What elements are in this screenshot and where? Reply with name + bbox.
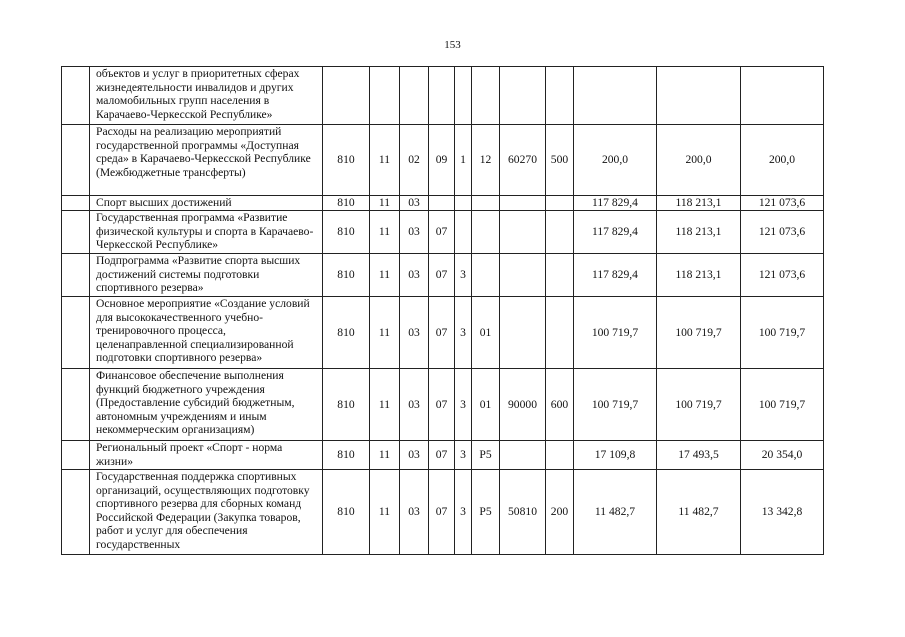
row-index-cell xyxy=(62,254,90,297)
table-row xyxy=(62,196,824,211)
cell-y3: 200,0 xyxy=(741,125,824,196)
cell-y3: 121 073,6 xyxy=(741,211,824,254)
cell-pp: 3 xyxy=(455,369,472,441)
cell-y2: 100 719,7 xyxy=(657,369,741,441)
table-row xyxy=(62,297,824,369)
cell-pp: 3 xyxy=(455,470,472,555)
cell-y2 xyxy=(657,67,741,125)
cell-gp: 07 xyxy=(429,297,455,369)
cell-pp: 3 xyxy=(455,441,472,470)
cell-rz: 11 xyxy=(370,297,400,369)
cell-vr xyxy=(546,254,574,297)
cell-om xyxy=(472,211,500,254)
cell-ved: 810 xyxy=(323,211,370,254)
row-name-cell: объектов и услуг в приоритетных сферах жизнедеятельности инвалидов и других маломобильных групп населения в Карачаево-Черкесской Республике» xyxy=(90,67,323,125)
cell-y2: 118 213,1 xyxy=(657,254,741,297)
budget-table xyxy=(61,66,824,555)
cell-y3: 121 073,6 xyxy=(741,196,824,211)
table-row xyxy=(62,254,824,297)
row-name-cell: Государственная поддержка спортивных организаций, осуществляющих подготовку спортивного резерва для сборных команд Российской Федерации (Закупка товаров, работ и услуг для обеспечения государственных xyxy=(90,470,323,555)
row-name-cell: Финансовое обеспечение выполнения функций бюджетного учреждения (Предоставление субсидий бюджетным, автономным учреждениям и иным некоммерческим организациям) xyxy=(90,369,323,441)
cell-y1 xyxy=(574,67,657,125)
cell-y2: 11 482,7 xyxy=(657,470,741,555)
cell-om xyxy=(472,196,500,211)
cell-vr xyxy=(546,441,574,470)
cell-direction xyxy=(500,67,546,125)
cell-y1: 117 829,4 xyxy=(574,211,657,254)
cell-vr xyxy=(546,196,574,211)
cell-y3: 13 342,8 xyxy=(741,470,824,555)
cell-ved: 810 xyxy=(323,470,370,555)
row-name-cell: Основное мероприятие «Создание условий для высококачественного учебно-тренировочного процесса, целенаправленной специализированной подготовки спортивного резерва» xyxy=(90,297,323,369)
cell-y3: 20 354,0 xyxy=(741,441,824,470)
cell-direction xyxy=(500,196,546,211)
cell-pp xyxy=(455,196,472,211)
cell-y2: 17 493,5 xyxy=(657,441,741,470)
cell-y2: 100 719,7 xyxy=(657,297,741,369)
cell-y1: 200,0 xyxy=(574,125,657,196)
cell-pp xyxy=(455,211,472,254)
cell-rz: 11 xyxy=(370,125,400,196)
cell-y1: 100 719,7 xyxy=(574,297,657,369)
cell-rz: 11 xyxy=(370,196,400,211)
cell-vr xyxy=(546,67,574,125)
cell-om: P5 xyxy=(472,470,500,555)
cell-y1: 117 829,4 xyxy=(574,254,657,297)
row-name-cell: Подпрограмма «Развитие спорта высших достижений системы подготовки спортивного резерва» xyxy=(90,254,323,297)
cell-vr xyxy=(546,211,574,254)
cell-direction xyxy=(500,441,546,470)
cell-pr: 02 xyxy=(400,125,429,196)
row-index-cell xyxy=(62,470,90,555)
cell-y1: 117 829,4 xyxy=(574,196,657,211)
table-row xyxy=(62,67,824,125)
table-row xyxy=(62,211,824,254)
cell-pp: 1 xyxy=(455,125,472,196)
table-row xyxy=(62,125,824,196)
cell-y2: 118 213,1 xyxy=(657,211,741,254)
row-index-cell xyxy=(62,125,90,196)
cell-direction xyxy=(500,211,546,254)
row-index-cell xyxy=(62,196,90,211)
cell-vr xyxy=(546,297,574,369)
cell-direction xyxy=(500,297,546,369)
row-index-cell xyxy=(62,211,90,254)
cell-pp: 3 xyxy=(455,297,472,369)
cell-direction: 60270 xyxy=(500,125,546,196)
cell-vr: 600 xyxy=(546,369,574,441)
cell-direction xyxy=(500,254,546,297)
cell-pr: 03 xyxy=(400,254,429,297)
cell-om xyxy=(472,254,500,297)
cell-y3: 100 719,7 xyxy=(741,297,824,369)
cell-gp: 07 xyxy=(429,441,455,470)
cell-direction: 90000 xyxy=(500,369,546,441)
cell-gp: 09 xyxy=(429,125,455,196)
cell-pp: 3 xyxy=(455,254,472,297)
row-index-cell xyxy=(62,441,90,470)
cell-direction: 50810 xyxy=(500,470,546,555)
cell-om: 01 xyxy=(472,297,500,369)
row-index-cell xyxy=(62,67,90,125)
cell-pp xyxy=(455,67,472,125)
cell-pr: 03 xyxy=(400,196,429,211)
page-number: 153 xyxy=(444,39,461,51)
row-name-cell: Расходы на реализацию мероприятий государственной программы «Доступная среда» в Карачаево-Черкесской Республике (Межбюджетные трансферты) xyxy=(90,125,323,196)
cell-rz xyxy=(370,67,400,125)
cell-gp: 07 xyxy=(429,369,455,441)
cell-y1: 100 719,7 xyxy=(574,369,657,441)
cell-ved: 810 xyxy=(323,196,370,211)
cell-pr: 03 xyxy=(400,470,429,555)
row-name-cell: Государственная программа «Развитие физической культуры и спорта в Карачаево-Черкесской Республике» xyxy=(90,211,323,254)
cell-ved: 810 xyxy=(323,125,370,196)
cell-om: 01 xyxy=(472,369,500,441)
cell-pr: 03 xyxy=(400,297,429,369)
row-name-cell: Региональный проект «Спорт - норма жизни» xyxy=(90,441,323,470)
table-row xyxy=(62,470,824,555)
cell-rz: 11 xyxy=(370,254,400,297)
cell-pr xyxy=(400,67,429,125)
cell-om: P5 xyxy=(472,441,500,470)
cell-pr: 03 xyxy=(400,369,429,441)
cell-om xyxy=(472,67,500,125)
cell-rz: 11 xyxy=(370,470,400,555)
cell-ved xyxy=(323,67,370,125)
cell-y3 xyxy=(741,67,824,125)
cell-pr: 03 xyxy=(400,441,429,470)
cell-ved: 810 xyxy=(323,369,370,441)
cell-rz: 11 xyxy=(370,369,400,441)
cell-ved: 810 xyxy=(323,254,370,297)
table-row xyxy=(62,441,824,470)
cell-ved: 810 xyxy=(323,297,370,369)
row-name-cell: Спорт высших достижений xyxy=(90,196,323,211)
cell-y2: 118 213,1 xyxy=(657,196,741,211)
cell-gp: 07 xyxy=(429,254,455,297)
cell-gp: 07 xyxy=(429,470,455,555)
row-index-cell xyxy=(62,369,90,441)
cell-y1: 17 109,8 xyxy=(574,441,657,470)
cell-vr: 500 xyxy=(546,125,574,196)
cell-rz: 11 xyxy=(370,441,400,470)
cell-gp xyxy=(429,67,455,125)
cell-y2: 200,0 xyxy=(657,125,741,196)
table-row xyxy=(62,369,824,441)
cell-vr: 200 xyxy=(546,470,574,555)
row-index-cell xyxy=(62,297,90,369)
cell-pr: 03 xyxy=(400,211,429,254)
cell-y1: 11 482,7 xyxy=(574,470,657,555)
cell-y3: 100 719,7 xyxy=(741,369,824,441)
cell-ved: 810 xyxy=(323,441,370,470)
cell-om: 12 xyxy=(472,125,500,196)
cell-gp xyxy=(429,196,455,211)
cell-rz: 11 xyxy=(370,211,400,254)
cell-y3: 121 073,6 xyxy=(741,254,824,297)
cell-gp: 07 xyxy=(429,211,455,254)
